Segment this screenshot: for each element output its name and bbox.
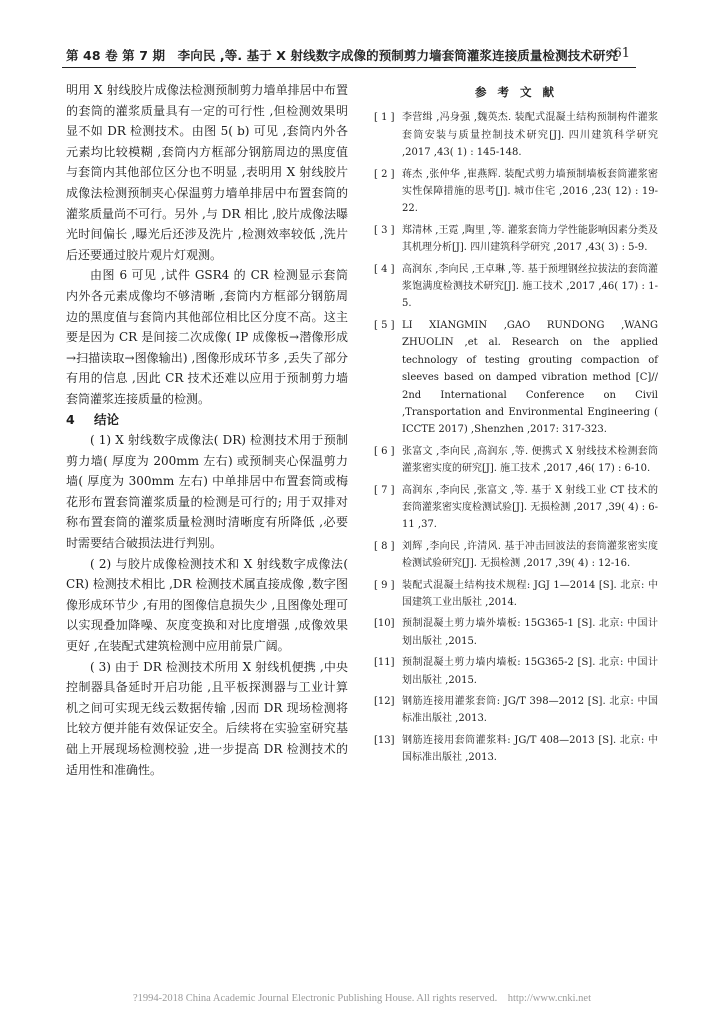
body-paragraph: ( 1) X 射线数字成像法( DR) 检测技术用于预制剪力墙( 厚度为 200mm 左右) 或预制夹心保温剪力墙( 厚度为 300mm 左右) 中单排居中布置套筒或梅花形布置套筒灌浆质量的检测是可行的; 用于双排对称布置套筒的灌浆质量检测时清晰度有所降低 ,必要时需要结合破损法进行判别。 xyxy=(66,433,348,551)
reference-text: 钢筋连接用套筒灌浆料: JG/T 408—2013 [S]. 北京: 中国标准出版社 ,2013. xyxy=(402,734,658,764)
reference-item xyxy=(374,109,658,161)
reference-index: [ 8 ] xyxy=(374,540,395,552)
copyright-footer: ?1994-2018 China Academic Journal Electronic Publishing House. All rights reserved. http://www.cnki.net xyxy=(132,993,592,1004)
reference-text: 预制混凝土剪力墙外墙板: 15G365-1 [S]. 北京: 中国计划出版社 ,2015. xyxy=(402,618,658,647)
left-column xyxy=(66,80,348,780)
page-number: 61 xyxy=(613,46,630,61)
reference-text: 蒋杰 ,张仲华 ,崔燕辉. 装配式剪力墙预制墙板套筒灌浆密实性保障措施的思考[J]. 城市住宅 ,2016 ,23( 12) : 19-22. xyxy=(402,168,658,215)
reference-item xyxy=(374,166,658,218)
references-column xyxy=(374,84,658,771)
body-paragraph: ( 2) 与胶片成像检测技术和 X 射线数字成像法( CR) 检测技术相比 ,DR 检测技术属直接成像 ,数字图像形成环节少 ,有用的图像信息损失少 ,且图像处理可以实现叠加降噪、灰度变换和对比度增强 ,成像效果更好 ,在装配式建筑检测中应用前景广阔。 xyxy=(66,556,348,654)
section-title: 结论 xyxy=(94,411,120,427)
reference-text: LI XIANGMIN ,GAO RUNDONG ,WANG ZHUOLIN ,et al. Research on the applied technology of testing grouting compaction of sleeves based on damped vibration method [C]// 2nd International Conference on Civil ,Transportation and Environmental Engineering ( ICCTE 2017) ,Shenzhen ,2017: 317-323. xyxy=(402,319,658,436)
running-header xyxy=(66,44,630,66)
reference-item xyxy=(374,693,658,728)
reference-text: 装配式混凝土结构技术规程: JGJ 1—2014 [S]. 北京: 中国建筑工业出版社 ,2014. xyxy=(402,579,658,608)
reference-item xyxy=(374,654,658,689)
reference-item xyxy=(374,482,658,534)
reference-index: [ 6 ] xyxy=(374,445,395,457)
reference-text: 钢筋连接用灌浆套筒: JG/T 398—2012 [S]. 北京: 中国标准出版社 ,2013. xyxy=(402,696,658,725)
reference-index: [ 7 ] xyxy=(374,484,395,496)
reference-item xyxy=(374,317,658,439)
reference-item xyxy=(374,222,658,257)
reference-index: [12] xyxy=(374,696,395,707)
body-paragraph: ( 3) 由于 DR 检测技术所用 X 射线机便携 ,中央控制器具备延时开启功能 ,且平板探测器与工业计算机之间可实现无线云数据传输 ,因而 DR 现场检测将比较方便并能有效保证安全。后续将在实验室研究基础上开展现场检测校验 ,进一步提高 DR 检测技术的适用性和准确性。 xyxy=(66,659,348,777)
references-title: 参考文献 xyxy=(475,85,565,99)
reference-index: [ 2 ] xyxy=(374,168,395,180)
reference-item xyxy=(374,577,658,612)
reference-index: [ 4 ] xyxy=(374,263,395,275)
body-paragraph: 明用 X 射线胶片成像法检测预制剪力墙单排居中布置的套筒的灌浆质量具有一定的可行性 ,但检测效果明显不如 DR 检测技术。由图 5( b) 可见 ,套筒内外各元素均比较模糊 ,套筒内方框部分钢筋周边的黑度值与套筒内其他部位区分也不明显 ,表明用 X 射线胶片成像法检测预制夹心保温剪力墙单排居中布置套筒的灌浆质量尚不可行。另外 ,与 DR 相比 ,胶片成像法曝光时间偏长 ,曝光后还涉及洗片 ,检测效率较低 ,洗片后还要通过胶片观片灯观测。 xyxy=(66,83,348,262)
reference-index: [10] xyxy=(374,618,395,630)
reference-text: 张富文 ,李向民 ,高润东 ,等. 便携式 X 射线技术检测套筒灌浆密实度的研究[J]. 施工技术 ,2017 ,46( 17) : 6-10. xyxy=(402,445,658,475)
reference-item xyxy=(374,732,658,767)
reference-text: 郑清林 ,王霓 ,陶里 ,等. 灌浆套筒力学性能影响因素分类及其机理分析[J]. 四川建筑科学研究 ,2017 ,43( 3) : 5-9. xyxy=(402,224,658,254)
body-paragraph: 由图 6 可见 ,试件 GSR4 的 CR 检测显示套筒内外各元素成像均不够清晰 ,套筒内方框部分钢筋周边的黑度值与套筒内其他部位相比区分度不高。这主要是因为 CR 是间接二次成像( IP 成像板→潜像形成→扫描读取→图像输出) ,图像形成环节多 ,丢失了部分有用的信息 ,因此 CR 技术还难以应用于预制剪力墙套筒灌浆连接质量的检测。 xyxy=(66,268,348,406)
reference-text: 高润东 ,李向民 ,王卓琳 ,等. 基于预埋钢丝拉拔法的套筒灌浆饱满度检测技术研究[J]. 施工技术 ,2017 ,46( 17) : 1-5. xyxy=(402,263,658,310)
reference-index: [ 3 ] xyxy=(374,224,395,236)
reference-item xyxy=(374,443,658,478)
reference-item xyxy=(374,538,658,573)
reference-index: [ 5 ] xyxy=(374,319,395,331)
section-heading xyxy=(66,410,348,431)
reference-item xyxy=(374,261,658,313)
reference-index: [ 1 ] xyxy=(374,112,395,124)
reference-text: 预制混凝土剪力墙内墙板: 15G365-2 [S]. 北京: 中国计划出版社 ,2015. xyxy=(402,657,658,686)
reference-index: [11] xyxy=(374,657,395,669)
reference-text: 李营缉 ,冯身强 ,魏英杰. 装配式混凝土结构预制构件灌浆套筒安装与质量控制技术研究[J]. 四川建筑科学研究 ,2017 ,43( 1) : 145-148. xyxy=(402,112,658,159)
running-title: 第 48 卷 第 7 期 李向民 ,等. 基于 X 射线数字成像的预制剪力墙套筒灌浆连接质量检测技术研究 xyxy=(66,48,619,63)
reference-index: [ 9 ] xyxy=(374,579,395,591)
reference-text: 刘辉 ,李向民 ,许清风. 基于冲击回波法的套筒灌浆密实度检测试验研究[J]. 无损检测 ,2017 ,39( 4) : 12-16. xyxy=(402,540,658,570)
reference-item xyxy=(374,615,658,650)
reference-index: [13] xyxy=(374,734,395,746)
header-rule xyxy=(62,67,636,68)
reference-text: 高润东 ,李向民 ,张富文 ,等. 基于 X 射线工业 CT 技术的套筒灌浆密实度检测试验[J]. 无损检测 ,2017 ,39( 4) : 6-11 ,37. xyxy=(402,484,658,531)
section-number: 4 xyxy=(66,411,75,427)
